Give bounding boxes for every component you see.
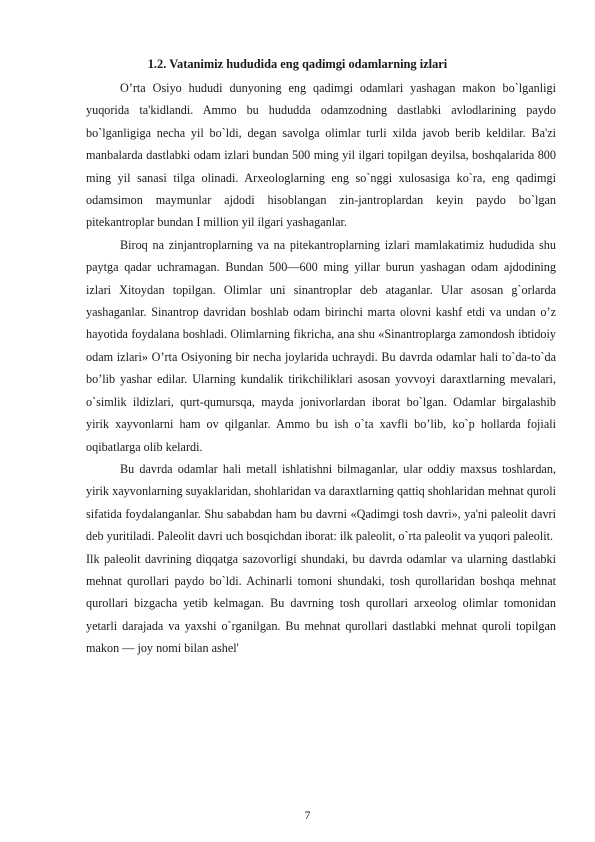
section-title: 1.2. Vatanimiz hududida eng qadimgi odamlarning izlari: [147, 57, 448, 71]
body-text: [86, 77, 556, 660]
page-number: 7: [304, 808, 311, 822]
paragraph: O’rta Osiyo hududi dunyoning eng qadimgi odamlari yashagan makon bo`lganligi yuqorida ta'kidlandi. Ammo bu hududda odamzodning dastlabki avlodlarining paydo bo`lganligiga necha yil bo`ldi, degan savolga olimlar turli xilda javob berib keldilar. Ba'zi manbalarda dastlabki odam izlari bundan 500 ming yil ilgari topilgan deyilsa, boshqalarida 800 ming yil sanasi tilga olinadi. Arxeologlarning eng so`nggi xulosasiga ko`ra, eng qadimgi odamsimon maymunlar ajdodi hisoblangan zin-jantroplardan keyin paydo bo`lgan pitekantroplar bundan I million yil ilgari yashaganlar.: [86, 81, 556, 230]
paragraph: Biroq na zinjantroplarning va na pitekantroplarning izlari mamlakatimiz hududida shu paytga qadar uchramagan. Bundan 500—600 ming yillar burun yashagan odam ajdodining izlari Xitoydan topilgan. Olimlar uni sinantroplar deb ataganlar. Ular asosan g`orlarda yashaganlar. Sinantrop davridan boshlab odam birinchi marta olovni kashf etdi va undan o’z hayotida foydalana boshladi. Olimlarning fikricha, ana shu «Sinantroplarga zamondosh ibtidoiy odam izlari» O’rta Osiyoning bir necha joylarida uchraydi. Bu davrda odamlar hali to`da-to`da bo’lib yashar edilar. Ularning kundalik tirikchiliklari asosan yovvoyi daraxtlarning mevalari, o`simlik ildizlari, qurt-qumursqa, mayda jonivorlardan iborat bo`lgan. Odamlar birgalashib yirik xayvonlarni ham ov qilganlar. Ammo bu ish o`ta xavfli bo’lib, ko`p hollarda fojiali oqibatlarga olib kelardi.: [86, 237, 556, 454]
paragraph: Bu davrda odamlar hali metall ishlatishni bilmaganlar, ular oddiy maxsus toshlardan, yirik xayvonlarning suyaklaridan, shohlaridan va daraxtlarning qattiq shohlaridan mehnat quroli sifatida foydalanganlar. Shu sababdan ham bu davrni «Qadimgi tosh davri», ya'ni paleolit davri deb yuritiladi. Paleolit davri uch bosqichdan iborat: ilk paleolit, o`rta paleolit va yuqori paleolit.: [86, 461, 556, 544]
paragraph: Ilk paleolit davrining diqqatga sazovorligi shundaki, bu davrda odamlar va ularning dastlabki mehnat qurollari paydo bo`ldi. Achinarli tomoni shundaki, tosh qurollaridan boshqa mehnat qurollari bizgacha yetib kelmagan. Bu davrning tosh qurollari arxeolog olimlar tomonidan yetarli darajada va yaxshi o`rganilgan. Bu mehnat qurollari dastlabki mehnat quroli topilgan makon — joy nomi bilan ashel': [86, 551, 556, 656]
